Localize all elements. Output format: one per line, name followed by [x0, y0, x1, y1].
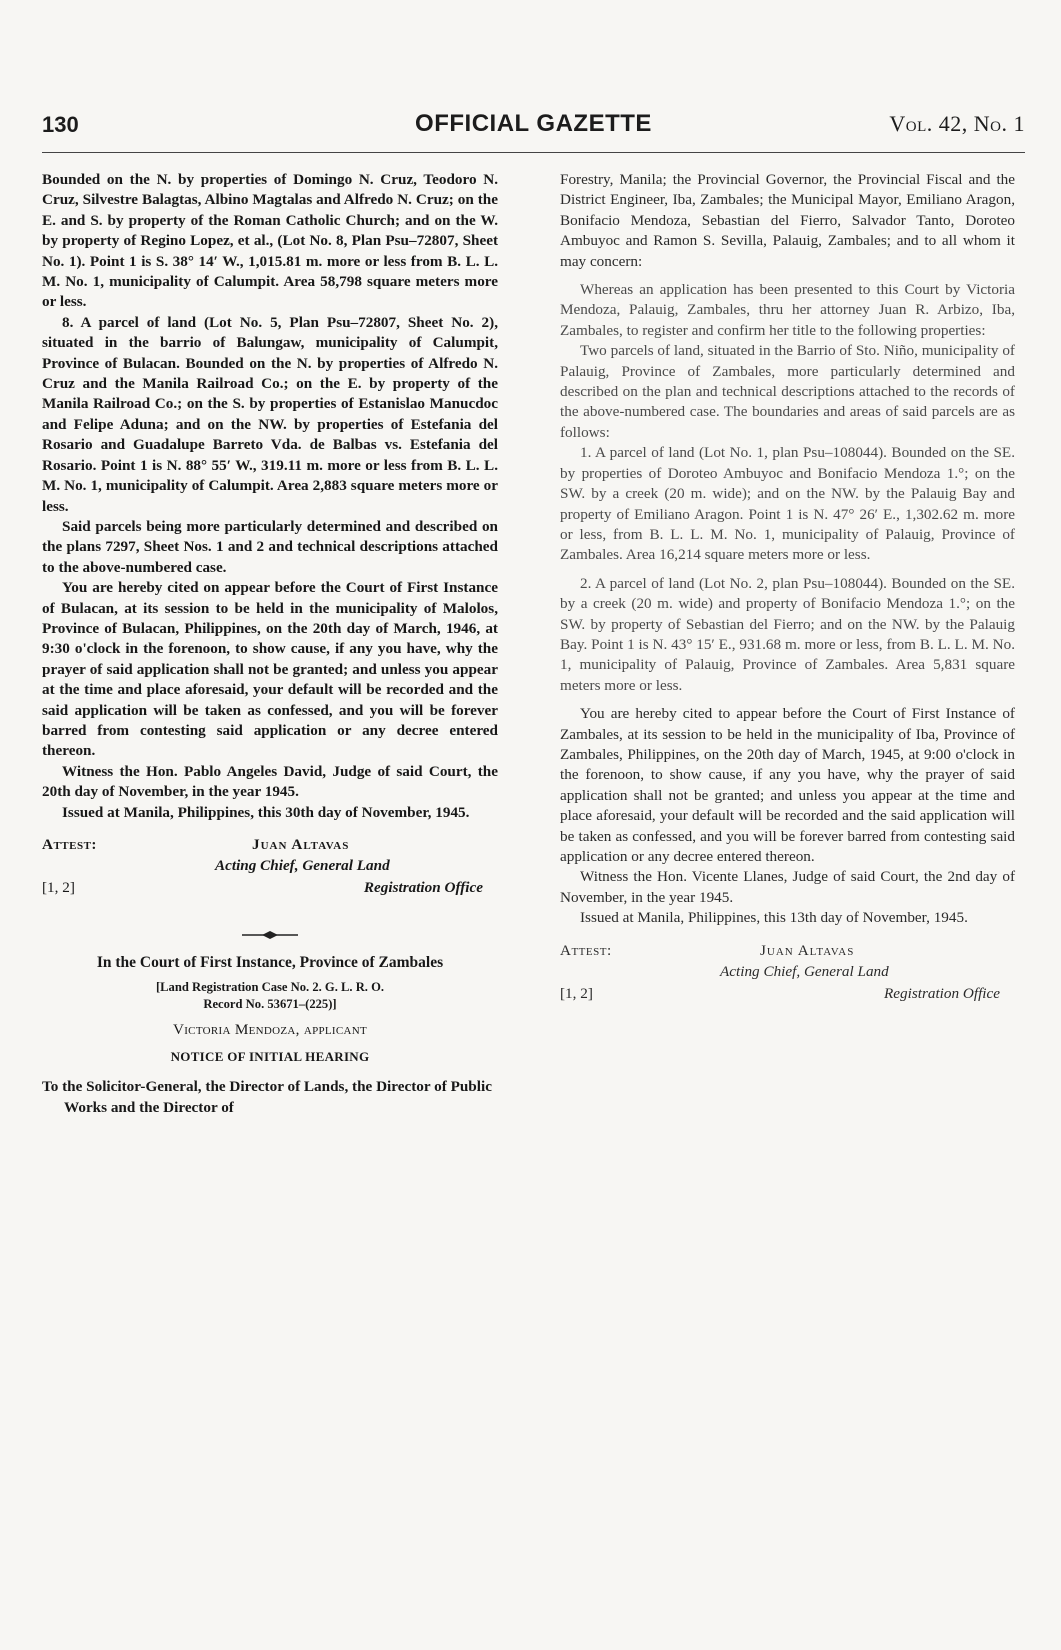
applicant-line: Victoria Mendoza, applicant [172, 1021, 368, 1039]
paragraph-issued: Issued at Manila, Philippines, this 30th day of November, 1945. [62, 803, 470, 821]
paragraph-two-parcels: Two parcels of land, situated in the Barrio of Sto. Niño, municipality of Palauig, Province of Zambales, more particularly determined and described on the plan and technical descriptions attached to the records of the above-numbered case. The boundaries and areas of said parcels are as follows: [560, 342, 1015, 441]
case-line-2: Record No. 53671–(225)] [203, 997, 337, 1012]
paragraph-witness: Witness the Hon. Pablo Angeles David, Judge of said Court, the 20th day of November, in the year 1945. [42, 762, 498, 801]
right-column [560, 170, 1015, 1029]
attest-reference: [1, 2] [42, 879, 75, 896]
paragraph-citation: You are hereby cited on appear before the Court of First Instance of Bulacan, at its session to be held in the municipality of Malolos, Province of Bulacan, Philippines, on the 20th day of March, 1946, at 9:30 o'clock in the forenoon, to show cause, if any you have, why the prayer of said application shall not be granted; and unless you appear at the time and place aforesaid, your default will be recorded and the said application will be taken as confessed, and you will be forever barred from contesting said application or any decree entered thereon. [42, 579, 498, 760]
attest-reference: [1, 2] [560, 984, 593, 1002]
paragraph-parcel-8: 8. A parcel of land (Lot No. 5, Plan Psu–72807, Sheet No. 2), situated in the barrio of Balungaw, municipality of Calumpit, Province of Bulacan. Bounded on the N. by properties of Alfredo N. Cruz and the Manila Railroad Co.; on the E. by property of the Manila Railroad Co.; on the S. by properties of Estanislao Manucdoc and Felipe Aduna; and on the NW. by properties of Estefania del Rosario and Guadalupe Barreto Vda. de Balbas vs. Estefania del Rosario. Point 1 is N. 88° 55′ W., 319.11 m. more or less from B. L. L. M. No. 1, municipality of Calumpit. Area 2,883 square meters more or less. [42, 313, 498, 515]
attest-label: Attest: [560, 941, 612, 959]
attest-label: Attest: [42, 836, 97, 853]
paragraph-parcel-1: 1. A parcel of land (Lot No. 1, plan Psu–108044). Bounded on the SE. by properties of Doroteo Ambuyoc and Bonifacio Mendoza 1.°; on the SW. by a creek (20 m. wide); and on the NW. by the Palauig Bay and property of Emiliano Aragon. Point 1 is N. 47° 26′ E., 1,302.62 m. more or less, from B. L. L. M. No. 1, municipality of Palauig, Province of Zambales. Area 16,214 square meters more or less. [560, 444, 1015, 564]
notice-title: NOTICE OF INITIAL HEARING [170, 1048, 370, 1064]
paragraph-issued-zambales: Issued at Manila, Philippines, this 13th day of November, 1945. [580, 909, 968, 927]
attest-name: Juan Altavas [760, 941, 855, 959]
paragraph-addressee-continuation: Forestry, Manila; the Provincial Governor, the Provincial Fiscal and the District Engineer, Iba, Zambales; the Municipal Mayor, Emiliano Aragon, Bonifacio Mendoza, Sebastian del Fierro, Salvador Tanto, Doroteo Ambuyoc and Ramon S. Sevilla, Palauig, Zambales; and to all whom it may concern: [560, 171, 1015, 270]
attest-title-line2: Registration Office [363, 879, 483, 896]
attest-title-line1: Acting Chief, General Land [720, 962, 889, 980]
court-heading: In the Court of First Instance, Province of Zambales [96, 954, 444, 971]
header-rule [42, 152, 1025, 153]
page-header [42, 100, 1025, 148]
attest-block-right [560, 941, 1015, 1029]
attest-name: Juan Altavas [252, 836, 350, 853]
volume-number: Vol. 42, No. 1 [889, 111, 1025, 136]
left-column [42, 170, 498, 1118]
case-line-1: [Land Registration Case No. 2. G. L. R. O. [155, 980, 385, 995]
paragraph-witness-zambales: Witness the Hon. Vicente Llanes, Judge of said Court, the 2nd day of November, in the year 1945. [560, 868, 1015, 906]
attest-block [42, 835, 498, 923]
attest-title-line2: Registration Office [884, 984, 1000, 1002]
paragraph-parcel-2: 2. A parcel of land (Lot No. 2, plan Psu–108044). Bounded on the SE. by a creek (20 m. wide) and property of Bonifacio Mendoza 1.°; on the SW. by property of Sebastian del Fierro; and on the NW. by the Palauig Bay. Point 1 is N. 43° 15′ E., 931.68 m. more or less, from B. L. L. M. No. 1, municipality of Palauig, Province of Zambales. Area 5,831 square meters more or less. [560, 574, 1015, 694]
paragraph-citation-zambales: You are hereby cited to appear before the Court of First Instance of Zambales, at its session to be held in the municipality of Iba, Province of Zambales, Philippines, on the 20th day of March, 1945, at 9:00 o'clock in the forenoon, to show cause, if any you have, why the prayer of said application shall not be granted; and unless you appear at the time and place aforesaid, your default will be recorded and the said application will be taken as confessed, and you will be forever barred from contesting said application or any decree entered thereon. [560, 705, 1015, 865]
addressee-paragraph: To the Solicitor-General, the Director of Lands, the Director of Public Works and the Director of [42, 1078, 492, 1116]
section-separator-ornament [240, 929, 300, 941]
paragraph-whereas: Whereas an application has been presented to this Court by Victoria Mendoza, Palauig, Zambales, thru her attorney Juan R. Arbizo, Iba, Zambales, to register and confirm her title to the following properties: [560, 281, 1015, 339]
paragraph-said-parcels: Said parcels being more particularly determined and described on the plans 7297, Sheet Nos. 1 and 2 and technical descriptions attached to the above-numbered case. [42, 517, 498, 576]
attest-title-line1: Acting Chief, General Land [215, 857, 390, 874]
paragraph-continuation: Bounded on the N. by properties of Domingo N. Cruz, Teodoro N. Cruz, Silvestre Balagtas, Albino Magtalas and Alfredo N. Cruz; on the E. and S. by property of the Roman Catholic Church; and on the W. by property of Regino Lopez, et al., (Lot No. 8, Plan Psu–72807, Sheet No. 1). Point 1 is S. 38° 14′ W., 1,015.81 m. more or less from B. L. L. M. No. 1, municipality of Calumpit. Area 58,798 square meters more or less. [42, 171, 498, 311]
gazette-title: OFFICIAL GAZETTE [415, 110, 652, 137]
page-number: 130 [42, 112, 79, 137]
